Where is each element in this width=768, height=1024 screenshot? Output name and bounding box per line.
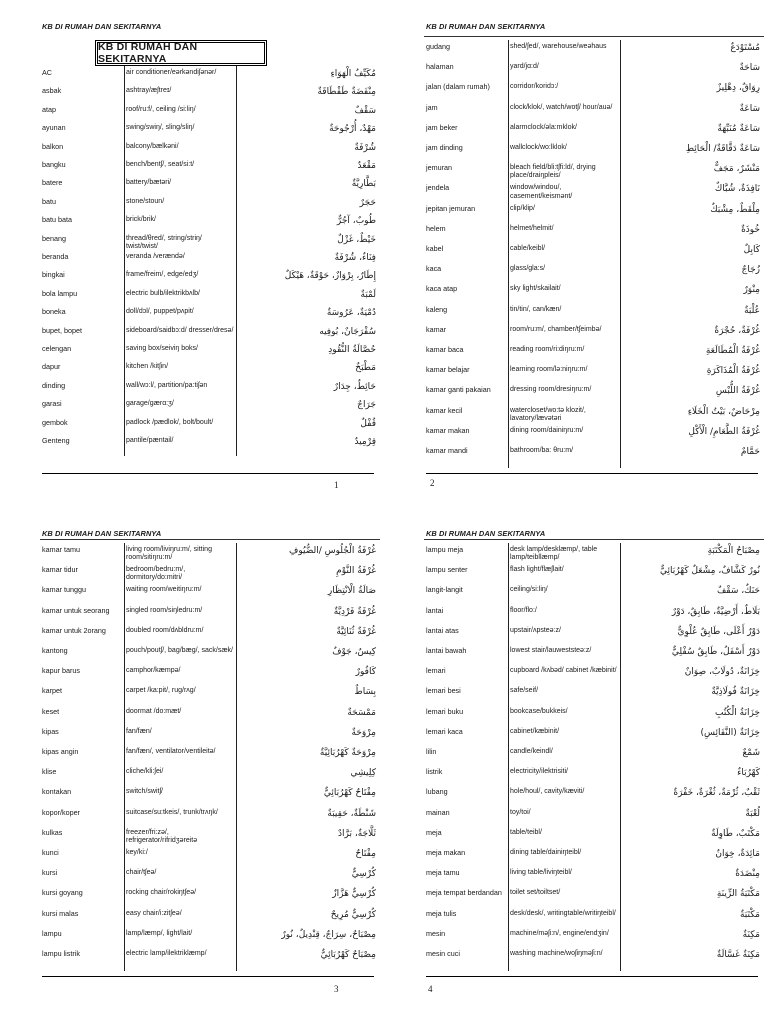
indonesian-term: jepitan jemuran [426,203,476,213]
arabic-translation: مِرْوَحَةٌ [351,727,376,738]
indonesian-term: kaca atap [426,284,458,294]
arabic-translation: دَوْرٌ أَسْفَلُ، طَابِقٌ سُفْلِيٌّ [671,647,760,657]
indonesian-term: langit-langit [426,585,463,595]
arabic-translation: ثَلَّاجَةٌ، بَرَّادٌ [337,828,376,839]
page-number: 1 [334,480,339,490]
english-translation: living room/liviŋru:m/, sitting room/sitiŋru:m/ [126,546,212,562]
indonesian-term: lantai [426,605,444,615]
indonesian-term: dapur [42,362,61,372]
english-translation: living table/liviŋteibl/ [510,869,572,877]
indonesian-term: bupet, bopet [42,325,82,335]
english-translation: safe/seif/ [510,687,539,695]
indonesian-term: mainan [426,807,450,817]
indonesian-term: mesin cuci [426,949,460,958]
arabic-translation: مِصْبَاحُ الْمَكْتَبَةِ [707,546,760,556]
indonesian-term: gudang [426,42,450,51]
indonesian-term: kapur barus [42,666,80,676]
column-divider [508,543,509,971]
indonesian-term: jendela [426,183,450,193]
arabic-translation: مَهْدٌ، أُرْجُوحَةٌ [329,124,376,135]
indonesian-term: Genteng [42,436,70,445]
english-translation: desk/desk/, writingtable/writiŋteibl/ [510,909,616,917]
arabic-translation: مِنْوَرٌ [743,285,760,296]
indonesian-term: dinding [42,380,66,390]
indonesian-term: listrik [426,767,443,777]
running-header: KB DI RUMAH DAN SEKITARNYA [426,529,546,538]
arabic-translation: سَاعَةٌ دَقَّاقَةٌ/ الْحَائِطِ [685,144,760,154]
english-translation: room/ru:m/, chamber/tʃeimbə/ [510,325,602,333]
arabic-translation: مَكْتَبَةٌ [739,909,760,920]
indonesian-term: kabel [426,244,444,253]
english-translation: kitchen /kitʃin/ [126,363,169,371]
english-translation: hole/houl/, cavity/kæviti/ [510,788,585,796]
arabic-translation: سَاحَةٌ [739,63,760,74]
footer-rule [426,976,758,977]
english-translation: machine/məʃi:n/, engine/endʒin/ [510,929,609,937]
arabic-translation: مَكْتَبَةُ الزِّينَةِ [716,889,760,900]
arabic-translation: غُرْفَةٌ ثُنَائِيَّةٌ [336,626,376,637]
english-translation: carpet /ka:pit/, rug/rʌg/ [126,687,196,695]
header-rule [424,539,764,540]
arabic-translation: بِسَاطٌ [354,687,376,698]
arabic-translation: غُرْفَةُ الْجُلُوسِ /الضُّيُوفِ [289,546,376,556]
arabic-translation: جَرَاجٌ [357,400,376,411]
english-translation: clock/klok/, watch/wotʃ/ hour/auə/ [510,103,613,111]
english-translation: flash light/flæʃlait/ [510,566,564,574]
english-translation: bathroom/ba: θru:m/ [510,447,574,454]
english-translation: learning room/lə:niŋru:m/ [510,366,588,374]
arabic-translation: غُرْفَةُ الْمُطَالَعَةِ [705,346,760,356]
page-number: 4 [428,984,433,994]
indonesian-term: kunci [42,848,59,857]
english-translation: desk lamp/desklæmp/, table lamp/teibllæmp/ [510,546,598,562]
arabic-translation: كُرْسِيٌّ [351,869,376,880]
column-divider [124,543,125,971]
arabic-translation: عُلْبَةٌ [744,305,760,316]
english-translation: battery/bætəri/ [126,179,172,187]
indonesian-term: lampu listrik [42,949,80,958]
indonesian-term: asbak [42,86,62,96]
indonesian-term: jemuran [426,163,452,173]
arabic-translation: سَاعَةٌ مُنَبِّهَةٌ [717,123,760,134]
english-translation: sideboard/saidbɔ:d/ dresser/dresə/ [126,326,234,334]
english-translation: floor/flo:/ [510,606,537,614]
arabic-translation: مِنْفَضَةٌ طَفْطَاقَةٌ [317,87,376,98]
english-translation: ceiling/si:liŋ/ [510,586,548,594]
english-translation: brick/brik/ [126,216,156,224]
vocab-table [424,40,764,468]
indonesian-term: meja tulis [426,908,457,918]
english-translation: fan/fæn/, ventilator/ventileitə/ [126,748,216,755]
indonesian-term: kamar mandi [426,446,468,455]
indonesian-term: lilin [426,747,437,756]
english-translation: padlock /pædlok/, bolt/boult/ [126,418,214,426]
arabic-translation: غُرْفَةٌ، حُجْرَةٌ [714,325,760,336]
indonesian-term: kaleng [426,304,448,314]
running-header: KB DI RUMAH DAN SEKITARNYA [42,529,162,538]
english-translation: chair/tʃeə/ [126,869,157,877]
arabic-translation: شَنْطَةٌ، حَقِيبَةٌ [327,808,376,819]
indonesian-term: kamar ganti pakaian [426,385,491,395]
indonesian-term: kursi [42,868,58,878]
english-translation: singled room/siŋledru:m/ [126,606,203,614]
arabic-translation: مَكْتَبٌ، طَاوِلَةٌ [711,828,760,839]
arabic-translation: مَقْعَدٌ [357,161,376,171]
arabic-translation: غُرْفَةُ النَّوْمِ [336,566,376,577]
indonesian-term: meja tempat berdandan [426,888,502,898]
arabic-translation: كَافُورٌ [355,667,376,678]
indonesian-term: ayunan [42,123,66,133]
english-translation: wallclock/wo:lklok/ [510,144,567,151]
indonesian-term: kursi malas [42,908,79,918]
indonesian-term: kamar makan [426,425,470,435]
arabic-translation: حَمَّامٌ [740,447,760,457]
english-translation: waiting room/weitiŋru:m/ [126,586,202,594]
column-divider [620,543,621,971]
arabic-translation: خَيْطٌ، غَزْلٌ [337,234,376,245]
english-translation: bleach field/bli:tʃfi:ld/, drying place/draiŋpleis/ [510,164,596,180]
indonesian-term: kulkas [42,827,63,837]
english-translation: washing machine/woʃiŋməʃi:n/ [510,950,603,957]
arabic-translation: حَائِطٌ، جِدَارٌ [333,381,376,392]
english-translation: veranda /verændə/ [126,253,185,260]
arabic-translation: خِزَانَةٌ فُولَاذِيَّةٌ [711,687,760,698]
english-translation: toy/toi/ [510,808,531,816]
arabic-translation: بَطَّارِيَّةٌ [351,179,376,190]
indonesian-term: AC [42,68,52,77]
english-translation: table/teibl/ [510,828,542,836]
arabic-translation: شَمْعٌ [742,748,760,758]
english-translation: electric lamp/ilektriklæmp/ [126,950,207,957]
english-translation: watercloset/wo:tə klozit/, lavatory/lævətəri [510,406,586,422]
indonesian-term: beranda [42,252,69,261]
arabic-translation: إِطَارٌ، بِرْوَازٌ، حَوْقَةٌ، هَيْكَلٌ [284,271,376,282]
arabic-translation: حَنَكٌ، سَقْفٌ [716,586,760,597]
english-translation: bench/bentʃ/, seat/si:t/ [126,161,195,168]
english-translation: shed/ʃed/, warehouse/weəhaus [510,43,607,50]
indonesian-term: jam dinding [426,143,463,152]
english-translation: alarmclock/əla:mklok/ [510,123,577,131]
column-divider [236,543,237,971]
indonesian-term: kamar belajar [426,365,470,375]
english-translation: sky light/skailait/ [510,285,561,293]
english-translation: dining room/dainiŋru:m/ [510,426,584,434]
arabic-translation: كِلِيشِي [350,768,376,779]
arabic-translation: صَالَةُ الْانْتِظَارِ [327,586,376,597]
arabic-translation: شُرْفَةٌ [354,142,376,153]
indonesian-term: kamar baca [426,345,464,354]
arabic-translation: مَكِنَةٌ غَسَّالَةٌ [716,950,760,960]
arabic-translation: غُرْفَةُ الْمُذَاكَرَةِ [706,366,760,377]
vocab-table [40,66,380,456]
english-translation: cliche/kli:ʃei/ [126,768,164,776]
indonesian-term: boneka [42,307,66,317]
indonesian-term: lemari kaca [426,726,463,736]
header-rule [40,539,380,540]
english-translation: corridor/koridɔ:/ [510,83,559,91]
english-translation: doormat /do:mæt/ [126,707,182,715]
footer-rule [42,473,374,474]
arabic-translation: مَكِنَةٌ [742,929,760,940]
indonesian-term: lantai atas [426,625,459,635]
english-translation: lamp/læmp/, light/lait/ [126,929,193,937]
arabic-translation: مَائِدَةٌ، خِوَانٌ [715,849,760,859]
english-translation: glass/gla:s/ [510,265,546,273]
running-header: KB DI RUMAH DAN SEKITARNYA [42,22,162,31]
arabic-translation: غُرْفَةُ الطَّعَامِ/ الْأَكْلِ [688,426,760,437]
arabic-translation: خِزَانَةٌ (النَّفَائِسِ) [700,727,760,738]
indonesian-term: meja [426,827,442,837]
arabic-translation: بَلَاطٌ، أَرْضِيَّةٌ، طَابِقٌ، دَوْرٌ [671,606,760,617]
indonesian-term: kontakan [42,787,72,797]
arabic-translation: كُرْسِيٌّ مُرِيحٌ [330,909,376,920]
header-rule [424,36,764,37]
english-translation: key/ki:/ [126,849,148,856]
english-translation: thread/θred/, string/striŋ/ twist/twist/ [126,234,202,250]
page-number: 3 [334,984,339,994]
english-translation: switch/switʃ/ [126,788,163,796]
arabic-translation: دَوْرٌ أَعْلَى، طَابِقٌ عُلْوِيٌّ [677,626,760,637]
page-3 [40,524,380,1014]
arabic-translation: مِفْتَاحٌ كَهْرُبَائِيٌّ [323,788,376,799]
english-translation: cabinet/kæbinit/ [510,727,560,735]
indonesian-term: lampu senter [426,565,468,575]
arabic-translation: سُفْرَجَانٌ، بُوفِيه [319,326,376,337]
page-2 [424,22,764,512]
indonesian-term: kursi goyang [42,888,83,898]
arabic-translation: نُورٌ كَشَّافٌ، مِشْعَلٌ كَهْرُبَائِيٌّ [659,566,760,577]
indonesian-term: kamar tamu [42,545,80,554]
arabic-translation: غُرْفَةٌ فَرْدِيَّةٌ [333,606,376,617]
vocab-table [424,543,764,971]
arabic-translation: طُوبٌ، آجُرٌّ [336,216,376,227]
indonesian-term: batu bata [42,215,72,225]
english-translation: pouch/poutʃ/, bag/bæg/, sack/sæk/ [126,647,234,654]
page-number: 2 [430,478,435,488]
english-translation: doll/dɔl/, puppet/pʌpit/ [126,308,194,316]
column-divider [508,40,509,468]
arabic-translation: مِرْوَحَةٌ كَهْرُبَائِيَّةٌ [319,748,376,758]
arabic-translation: كُرْسِيٌّ هَزَّازٌ [332,889,376,900]
indonesian-term: klise [42,767,57,777]
indonesian-term: kopor/koper [42,807,80,817]
english-translation: bookcase/bukkeis/ [510,707,568,715]
arabic-translation: سَقْفٌ [354,105,376,116]
indonesian-term: keset [42,706,60,716]
english-translation: upstair/ʌpsteə:z/ [510,626,561,634]
arabic-translation: خِزَانَةُ الْكُتُبِ [715,707,760,718]
english-translation: cable/keibl/ [510,245,546,252]
indonesian-term: lubang [426,787,448,797]
english-translation: camphor/kæmpə/ [126,667,181,675]
english-translation: doubled room/dʌbldru:m/ [126,626,204,634]
arabic-translation: ثَقْبٌ، ثُرْمَةٌ، ثُغْرَةٌ، خَفْرَةٌ [673,788,760,799]
arabic-translation: خِزَانَةٌ، دُولَابٌ، صِوَانٌ [684,667,760,678]
indonesian-term: bola lampu [42,288,78,298]
indonesian-term: benang [42,233,66,243]
english-translation: electric bulb/ilektrikbʌlb/ [126,289,200,297]
arabic-translation: حُصَّالَةُ النُّقُودِ [328,345,376,355]
english-translation: garage/gærɑ:ʒ/ [126,400,174,408]
indonesian-term: kipas angin [42,747,79,756]
page-1 [40,22,380,512]
arabic-translation: قِرْمِيدٌ [354,437,376,447]
english-translation: wall/wɔ:l/, partition/pa:tiʃən [126,381,208,389]
indonesian-term: kamar tunggu [42,585,86,595]
english-translation: dressing room/dresiŋru:m/ [510,386,592,394]
arabic-translation: فِنَاءٌ، شُرْفَةٌ [334,253,376,263]
english-translation: rocking chair/rokiŋtʃeə/ [126,889,197,897]
english-translation: toilet set/toiltset/ [510,889,561,897]
indonesian-term: jalan (dalam rumah) [426,82,490,92]
english-translation: tin/tin/, can/kæn/ [510,305,562,313]
indonesian-term: helem [426,223,446,233]
indonesian-term: lemari [426,666,446,676]
english-translation: clip/klip/ [510,204,535,212]
arabic-translation: غُرْفَةُ اللُّبْسِ [715,386,760,397]
indonesian-term: lampu [42,928,62,938]
page-4 [424,524,764,1014]
arabic-translation: مُسْتَوْدَعٌ [730,43,760,53]
running-header: KB DI RUMAH DAN SEKITARNYA [426,22,546,31]
arabic-translation: لُعْبَةٌ [745,808,760,819]
arabic-translation: مِفْتَاحٌ [355,849,376,859]
indonesian-term: halaman [426,62,454,72]
english-translation: helmet/helmit/ [510,224,554,232]
english-translation: roof/ru:f/, ceiling /si:liŋ/ [126,105,196,113]
indonesian-term: lantai bawah [426,646,467,655]
arabic-translation: كَهْرُبَاءٌ [737,768,760,779]
indonesian-term: gembok [42,417,68,427]
footer-rule [426,473,758,474]
arabic-translation: مَمْسَحَةٌ [347,707,376,718]
indonesian-term: bangku [42,160,66,169]
english-translation: swing/swiŋ/, sling/sliŋ/ [126,124,195,132]
english-translation: freezer/fri:zə/, refrigerator/rifridʒəreitə [126,828,198,844]
vocab-table [40,543,380,971]
indonesian-term: karpet [42,686,62,696]
indonesian-term: batu [42,196,56,206]
english-translation: lowest stair/lauweststeə:z/ [510,647,592,654]
english-translation: frame/freim/, edge/edʒ/ [126,271,199,279]
arabic-translation: كَابِلٌ [743,245,760,255]
indonesian-term: mesin [426,928,446,938]
english-translation: fan/fæn/ [126,727,152,735]
indonesian-term: kaca [426,264,442,274]
column-divider [620,40,621,468]
english-translation: air conditioner/eərkəndiʃənər/ [126,69,217,76]
indonesian-term: balkon [42,141,64,151]
english-translation: cupboard /kʌbəd/ cabinet /kæbinit/ [510,667,617,675]
column-divider [124,66,125,456]
indonesian-term: kamar untuk seorang [42,605,110,615]
indonesian-term: batere [42,178,63,188]
english-translation: yard/jɑ:d/ [510,63,539,71]
arabic-translation: مُكَيِّفُ الْهَوَاءِ [330,69,376,79]
arabic-translation: مِصْبَاحٌ، سِرَاجٌ، قِنْدِيلٌ، نُورٌ [281,929,376,940]
indonesian-term: kamar kecil [426,405,463,415]
column-divider [236,66,237,456]
english-translation: suitcase/su:tkeis/, trunk/trʌŋk/ [126,808,218,816]
indonesian-term: jam [426,102,438,112]
english-translation: reading room/ri:diŋru:m/ [510,346,585,353]
english-translation: bedroom/bedru:m/, dormitory/do:mitri/ [126,566,186,582]
english-translation: saving box/seiviŋ boks/ [126,345,198,352]
arabic-translation: مِرْحَاضٌ، بَيْتُ الْخَلَاءِ [687,406,760,417]
english-translation: pantile/pæntail/ [126,437,174,444]
arabic-translation: مِصْبَاحٌ كَهْرُبَائِيٌّ [320,950,376,960]
arabic-translation: دُمْيَةٌ، عَرُوسَةٌ [326,308,376,319]
arabic-translation: رِوَاقٌ، دِهْلِيزٌ [716,83,760,94]
arabic-translation: خُوذَةٌ [741,224,760,235]
english-translation: ashtray/æʃtreɪ/ [126,87,172,95]
arabic-translation: نَافِذَةٌ، شُبَّاكٌ [714,184,760,195]
indonesian-term: jam beker [426,122,458,132]
indonesian-term: kamar [426,324,446,334]
page-title: KB DI RUMAH DAN SEKITARNYA [97,42,265,64]
indonesian-term: atap [42,104,56,114]
english-translation: window/windou/, casement/keismənt/ [510,184,573,200]
arabic-translation: مِنْضَدَةٌ [735,869,760,880]
indonesian-term: bingkai [42,270,65,280]
arabic-translation: سَاعَةٌ [739,103,760,114]
english-translation: dining table/dainiŋteibl/ [510,849,582,856]
arabic-translation: كِيسٌ، جَوْفٌ [332,647,376,657]
indonesian-term: lemari buku [426,706,464,716]
arabic-translation: لَمْبَةٌ [360,289,376,300]
arabic-translation: مِلْقَطٌ، مِشْبَكٌ [710,204,760,215]
arabic-translation: مَطْبَخٌ [355,363,376,374]
indonesian-term: meja tamu [426,868,460,878]
indonesian-term: kamar untuk 2orang [42,625,106,635]
indonesian-term: celengan [42,344,72,353]
arabic-translation: قُفْلٌ [360,418,376,429]
indonesian-term: lampu meja [426,545,464,554]
footer-rule [42,976,374,977]
english-translation: balcony/bælkəni/ [126,142,179,150]
indonesian-term: kantong [42,646,68,655]
english-translation: stone/stoun/ [126,197,165,205]
indonesian-term: meja makan [426,848,466,857]
indonesian-term: garasi [42,399,62,409]
indonesian-term: kamar tidur [42,565,78,575]
english-translation: easy chair/i:zitʃeə/ [126,909,182,917]
arabic-translation: زُجَاجٌ [741,265,760,276]
arabic-translation: مَنْشَرٌ، مَجَفٌّ [713,164,760,175]
indonesian-term: lemari besi [426,686,461,696]
english-translation: candle/keindl/ [510,748,553,755]
english-translation: electricity/ilektrisiti/ [510,768,568,776]
indonesian-term: kipas [42,726,59,736]
arabic-translation: حَجَرٌ [359,197,376,208]
